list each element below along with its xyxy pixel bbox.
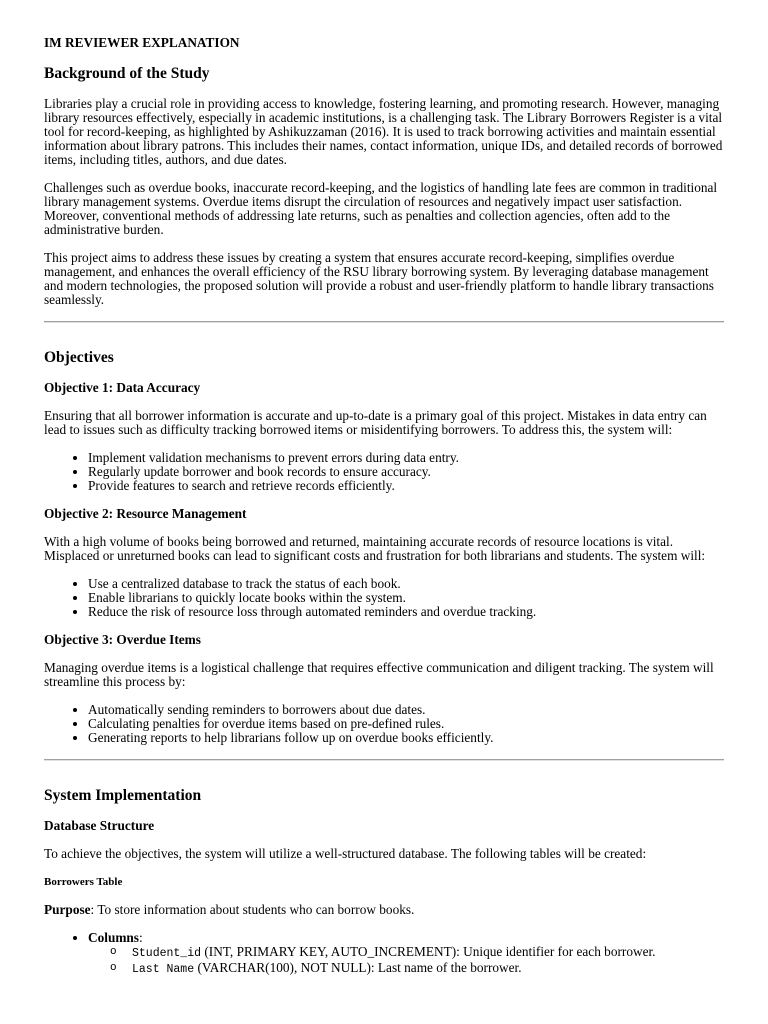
borrowers-table-heading: Borrowers Table — [44, 876, 123, 888]
background-paragraph: This project aims to address these issues by creating a system that ensures accurate record-keeping, simplifies overdue management, and enhances the overall efficiency of the RSU library borrowing system. By leveraging database management and modern technologies, the proposed solution will provide a robust and user-friendly platform to handle library transactions seamlessly. — [44, 250, 714, 307]
background-paragraph: Libraries play a crucial role in providing access to knowledge, fostering learning, and promoting research. However, managing library resources effectively, especially in academic institutions, is a challenging task. The Library Borrowers Register is a vital tool for record-keeping, as highlighted by Ashikuzzaman (2016). It is used to track borrowing activities and maintain essential information about library patrons. This includes their names, contact information, unique IDs, and detailed records of borrowed items, including titles, authors, and due dates. — [44, 96, 723, 167]
document-title: IM REVIEWER EXPLANATION — [44, 35, 240, 50]
columns-colon: : — [139, 930, 143, 945]
purpose-line — [44, 903, 724, 917]
section-divider — [44, 759, 724, 761]
implementation-heading: System Implementation — [44, 787, 202, 804]
list-item: • Enable librarians to quickly locate books within the system. — [88, 591, 724, 605]
objectives-heading: Objectives — [44, 349, 114, 366]
column-item — [132, 961, 724, 977]
objective-title: Objective 3: Overdue Items — [44, 632, 201, 647]
list-item: • Use a centralized database to track the status of each book. — [88, 577, 724, 591]
objective-bullet-list — [44, 703, 724, 745]
database-structure-heading: Database Structure — [44, 818, 155, 833]
background-heading: Background of the Study — [44, 65, 210, 82]
column-desc: (VARCHAR(100), NOT NULL): Last name of the borrower. — [194, 960, 522, 975]
objective-title: Objective 2: Resource Management — [44, 506, 247, 521]
list-item: • Provide features to search and retrieve records efficiently. — [88, 479, 724, 493]
list-item: • Implement validation mechanisms to prevent errors during data entry. — [88, 451, 724, 465]
list-item: • Automatically sending reminders to borrowers about due dates. — [88, 703, 724, 717]
column-name: Last Name — [132, 963, 195, 976]
objective-intro: With a high volume of books being borrowed and returned, maintaining accurate records of resource locations is vital. Misplaced or unreturned books can lead to significant costs and frustration for both librarians and students. The system will: — [44, 534, 706, 563]
column-definitions — [88, 945, 724, 977]
list-item: • Generating reports to help librarians follow up on overdue books efficiently. — [88, 731, 724, 745]
column-item — [132, 945, 724, 961]
objective-bullet-list — [44, 451, 724, 493]
objective-bullet-list — [44, 577, 724, 619]
column-desc: (INT, PRIMARY KEY, AUTO_INCREMENT): Unique identifier for each borrower. — [201, 944, 656, 959]
objective-intro: Ensuring that all borrower information is accurate and up-to-date is a primary goal of this project. Mistakes in data entry can lead to issues such as difficulty tracking borrowed items or misidentifying borrowers. To address this, the system will: — [44, 408, 707, 437]
list-item: • Regularly update borrower and book records to ensure accuracy. — [88, 465, 724, 479]
objective-title: Objective 1: Data Accuracy — [44, 380, 201, 395]
column-name: Student_id — [132, 947, 202, 960]
purpose-label: Purpose — [44, 902, 91, 917]
purpose-text: : To store information about students who can borrow books. — [90, 902, 415, 917]
background-paragraph: Challenges such as overdue books, inaccurate record-keeping, and the logistics of handling late fees are common in traditional library management systems. Overdue items disrupt the circulation of resources and negatively impact user satisfaction. Moreover, conventional methods of addressing late returns, such as penalties and collection agencies, often add to the administrative burden. — [44, 180, 718, 237]
columns-label: Columns — [88, 930, 139, 945]
database-intro: To achieve the objectives, the system will utilize a well-structured database. The following tables will be created: — [44, 846, 647, 861]
list-item — [88, 931, 724, 977]
objective-intro: Managing overdue items is a logistical challenge that requires effective communication and diligent tracking. The system will streamline this process by: — [44, 660, 714, 689]
list-item: • Reduce the risk of resource loss through automated reminders and overdue tracking. — [88, 605, 724, 619]
section-divider — [44, 321, 724, 323]
columns-list — [44, 931, 724, 977]
list-item: • Calculating penalties for overdue items based on pre-defined rules. — [88, 717, 724, 731]
